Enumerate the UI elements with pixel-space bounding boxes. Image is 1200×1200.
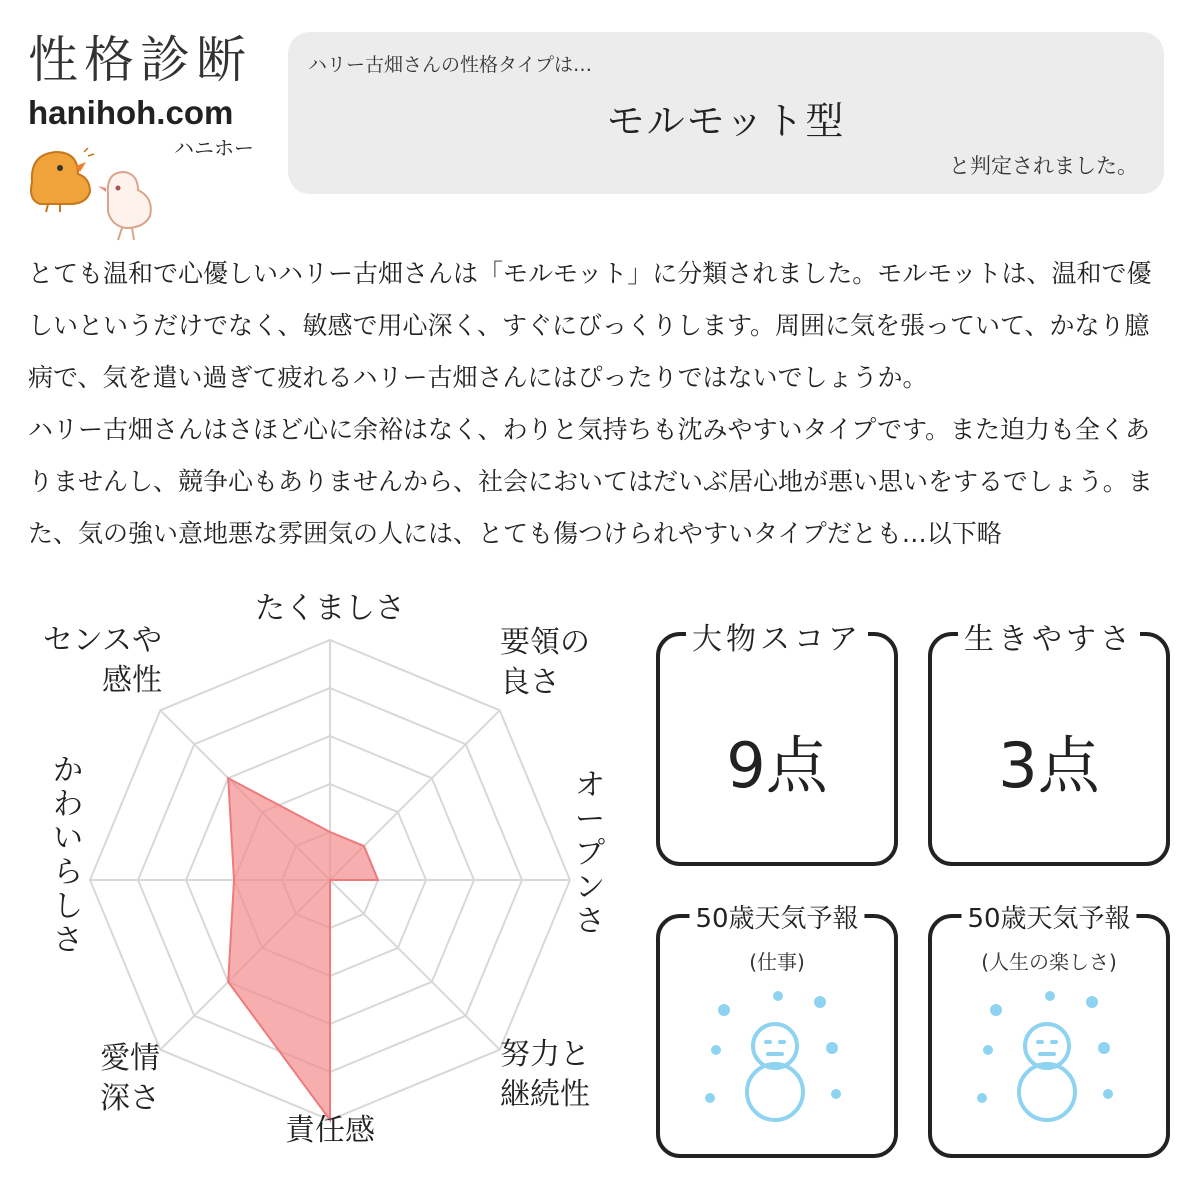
snowman-icon	[700, 988, 850, 1128]
score-value: 9点	[726, 729, 828, 802]
radar-axis-label-line: 要領の	[500, 625, 590, 660]
score-title: 大物スコア	[686, 614, 868, 658]
score-title: 生きやすさ	[958, 614, 1140, 658]
radar-axis-label	[100, 1041, 160, 1116]
forecast-card-life	[928, 904, 1170, 1158]
radar-axis-label	[285, 1113, 375, 1148]
chicks-mascot-icon	[20, 142, 170, 242]
forecast-title: 50歳天気予報	[689, 898, 864, 935]
radar-axis-label	[575, 768, 605, 939]
radar-axis-label	[53, 753, 83, 958]
forecast-card-work	[656, 904, 898, 1158]
logo-kana: ハニホー	[174, 136, 254, 160]
radar-axis-label-char: プ	[575, 836, 605, 871]
radar-axis-label-char: ン	[575, 870, 605, 905]
radar-axis-label-line: 責任感	[285, 1113, 375, 1148]
radar-axis-label-char: し	[53, 889, 83, 924]
radar-axis-label-char: オ	[575, 768, 605, 803]
radar-axis-label-line: 努力と	[500, 1037, 590, 1072]
score-card-omono	[656, 622, 898, 866]
score-card-ikiyasusa	[928, 622, 1170, 866]
radar-axis-label	[43, 623, 162, 698]
result-box	[288, 32, 1164, 194]
result-tail: と判定されました。	[949, 154, 1138, 178]
radar-axis-label-char: さ	[53, 923, 83, 958]
score-value: 3点	[998, 729, 1100, 802]
description-paragraph: とても温和で心優しいハリー古畑さんは「モルモット」に分類されました。モルモットは、温和で優しいというだけでなく、敏感で用心深く、すぐにびっくりします。周囲に気を張っていて、かなり臆病で、気を遣い過ぎて疲れるハリー古畑さんにはぴったりではないでしょうか。	[28, 259, 1152, 392]
radar-axis-label-char: わ	[53, 787, 83, 822]
result-lead: ハリー古畑さんの性格タイプは…	[308, 54, 593, 76]
radar-axis-label-char: さ	[575, 904, 605, 939]
radar-axis-label-line: 良さ	[500, 665, 560, 700]
radar-axis-label-line: 深さ	[100, 1081, 160, 1116]
radar-axis-label-char: い	[53, 821, 83, 856]
description-paragraph: ハリー古畑さんはさほど心に余裕はなく、わりと気持ちも沈みやすいタイプです。また迫力も全くありませんし、競争心もありませんから、社会においてはだいぶ居心地が悪い思いをするでしょう。また、気の強い意地悪な雰囲気の人には、とても傷つけられやすいタイプだとも…以下略	[28, 415, 1153, 548]
radar-axis-label	[500, 625, 590, 700]
radar-axis-label-line: 継続性	[500, 1077, 590, 1112]
radar-axis-label-line: たくましさ	[255, 591, 405, 626]
snowman-icon	[972, 988, 1122, 1128]
result-type: モルモット型	[606, 99, 846, 143]
forecast-sub: (人生の楽しさ)	[981, 950, 1117, 974]
radar-series-area	[228, 778, 378, 1120]
radar-axis-label-char: ら	[53, 855, 83, 890]
radar-axis-label-line: センスや	[42, 623, 162, 658]
radar-axis-label-line: 愛情	[100, 1041, 160, 1076]
description	[28, 248, 1173, 560]
logo-title: 性格診断	[28, 31, 252, 89]
forecast-sub: (仕事)	[749, 950, 805, 974]
forecast-title: 50歳天気予報	[961, 898, 1136, 935]
radar-axis-label	[500, 1037, 590, 1112]
radar-axis-label	[255, 591, 405, 626]
radar-axis-label-line: 感性	[102, 663, 162, 698]
radar-axis-label-char: か	[53, 753, 83, 788]
logo-domain[interactable]: hanihoh.com	[28, 94, 234, 131]
radar-chart	[0, 590, 640, 1190]
radar-axis-label-char: ー	[575, 802, 605, 837]
